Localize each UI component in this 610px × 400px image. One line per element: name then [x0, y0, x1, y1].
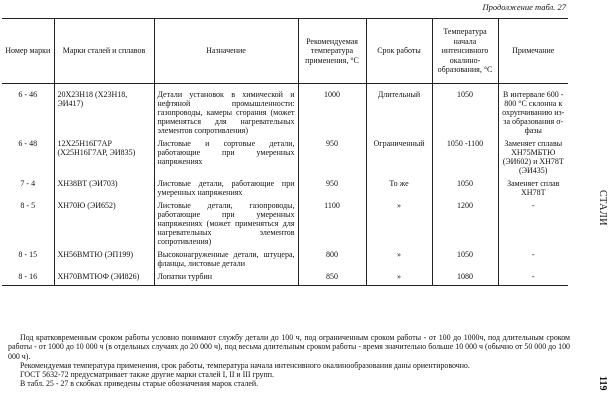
recommended-temperature: 1100: [298, 201, 366, 250]
grade-purpose: Листовые детали, работающие при умеренных напряжениях: [154, 179, 298, 201]
scaling-temperature: 1050: [432, 84, 498, 140]
grade-number: 8 - 15: [18, 250, 38, 259]
grade-number: 8 - 5: [20, 201, 36, 210]
grade-note: Заменяет сплавы ХН75МБТЮ (ЭИ602) и ХН78Т (ЭИ435): [498, 139, 568, 179]
recommended-temperature: 950: [298, 179, 366, 201]
grade-number: 6 - 48: [18, 139, 38, 148]
grade-name: ХН70ВМТЮФ (ЭИ826): [54, 272, 154, 286]
scaling-temperature: 1050 -1100: [432, 139, 498, 179]
grade-purpose: Листовые и сортовые детали, работающие при умеренных напряжениях: [154, 139, 298, 179]
grade-note: -: [498, 250, 568, 272]
service-term: »: [366, 250, 432, 272]
grade-note: В интервале 600 - 800 °С склонна к охрупчиванию из-за образования σ-фазы: [498, 84, 568, 140]
grade-name: 20Х23Н18 (Х23Н18, ЭИ417): [54, 84, 154, 140]
table-continuation-label: Продолжение табл. 27: [482, 2, 566, 12]
grade-number: 6 - 46: [18, 90, 38, 99]
footnote: Под кратковременным сроком работы условно понимают службу детали до 100 ч, под ограниченным сроком работы - от 100 до 1000ч, под длительным сроком работы - от 1000 до 10 000 ч (в отдельных случаях до 20 000 ч), под весьма длительным сроком работы - время значительно больше 10 000 ч (обычно от 50 000 до 100 000 ч).: [8, 333, 570, 361]
footnote: В табл. 25 - 27 в скобках приведены старые обозначения марок сталей.: [20, 379, 259, 389]
scaling-temperature: 1050: [432, 250, 498, 272]
grade-purpose: Высоконагруженные детали, штуцера, фланцы, листовые детали: [154, 250, 298, 272]
recommended-temperature: 850: [298, 272, 366, 286]
table-row: [2, 201, 568, 250]
grade-name: ХН70Ю (ЭИ652): [54, 201, 154, 250]
grade-note: -: [498, 272, 568, 286]
grade-note: -: [498, 201, 568, 250]
column-header: Назначение: [154, 19, 298, 84]
grade-number: 7 - 4: [20, 179, 36, 188]
scaling-temperature: 1080: [432, 272, 498, 286]
scaling-temperature: 1200: [432, 201, 498, 250]
service-term: »: [366, 272, 432, 286]
footnote: Рекомендуемая температура применения, срок работы, температура начала интенсивного окалинообразования даны ориентировочно.: [20, 360, 470, 370]
table-row: [2, 179, 568, 201]
footnote: ГОСТ 5632-72 предусматривает также другие марки сталей I, II и III групп.: [20, 370, 274, 380]
service-term: »: [366, 201, 432, 250]
grade-purpose: Детали установок в химической и нефтяной промышленности: газопроводы, камеры сгорания (может применяться для нагревательных элементов сопротивления): [154, 84, 298, 140]
grade-purpose: Листовые детали, газопроводы, работающие при умеренных напряжениях (может применяться для нагревательных элементов сопротивления): [154, 201, 298, 250]
table-row: [2, 84, 568, 140]
grade-name: ХН56ВМТЮ (ЭП199): [54, 250, 154, 272]
service-term: То же: [366, 179, 432, 201]
column-header: Температура начала интенсивного окалино-образования, °С: [432, 19, 498, 84]
column-header: Примечание: [498, 19, 568, 84]
table-row: [2, 250, 568, 272]
service-term: Длительный: [366, 84, 432, 140]
grade-purpose: Лопатки турбин: [154, 272, 298, 286]
table-row: [2, 139, 568, 179]
grade-note: Заменяет сплав ХН78Т: [498, 179, 568, 201]
service-term: Ограниченный: [366, 139, 432, 179]
grade-number: 8 - 16: [2, 272, 54, 286]
recommended-temperature: 1000: [298, 84, 366, 140]
grade-name: 12Х25Н16Г7АР (Х25Н16Г7АР, ЭИ835): [54, 139, 154, 179]
page-number: 119: [597, 376, 608, 391]
recommended-temperature: 950: [298, 139, 366, 179]
column-header: Номер марки: [2, 19, 54, 84]
table-header-row: [2, 19, 568, 84]
scaling-temperature: 1050: [432, 179, 498, 201]
grade-name: ХН38ВТ (ЭИ703): [54, 179, 154, 201]
steel-properties-table: [2, 18, 568, 286]
table-footnotes: [8, 333, 570, 389]
column-header: Срок работы: [366, 19, 432, 84]
column-header: Рекомендуемая температура применения, °С: [298, 19, 366, 84]
section-side-title: СТАЛИ: [597, 190, 608, 227]
recommended-temperature: 800: [298, 250, 366, 272]
table-row: [2, 272, 568, 286]
column-header: Марки сталей и сплавов: [54, 19, 154, 84]
